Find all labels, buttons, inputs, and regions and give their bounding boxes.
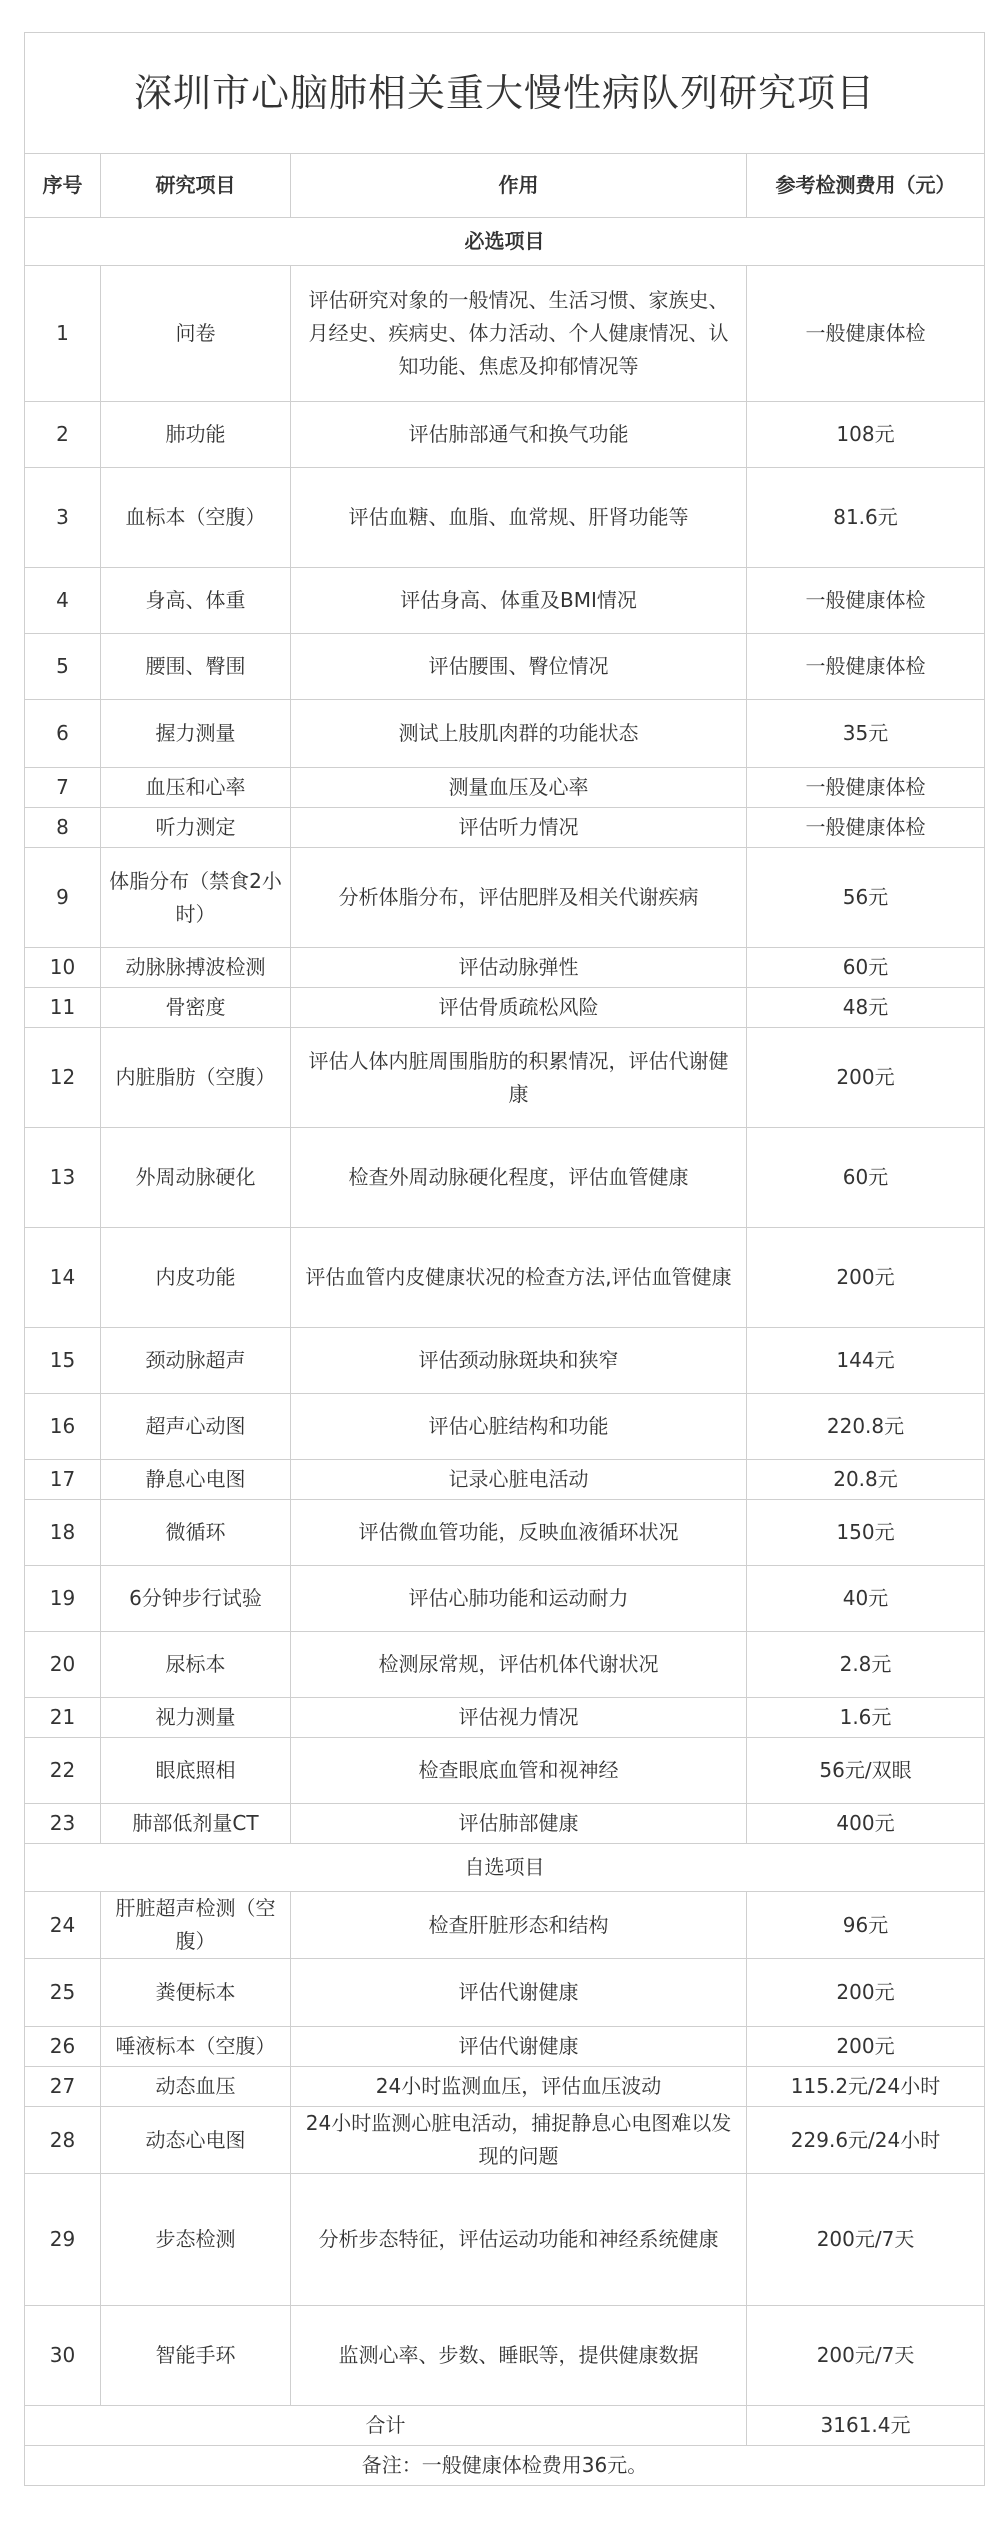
row-item: 智能手环: [101, 2306, 291, 2406]
header-item: 研究项目: [101, 154, 291, 218]
row-fee: 40元: [747, 1566, 985, 1632]
row-number: 6: [25, 700, 101, 768]
header-no: 序号: [25, 154, 101, 218]
row-number: 24: [25, 1892, 101, 1959]
row-purpose: 评估微血管功能，反映血液循环状况: [291, 1500, 747, 1566]
total-value: 3161.4元: [747, 2406, 985, 2446]
row-number: 28: [25, 2107, 101, 2174]
row-purpose: 评估代谢健康: [291, 1959, 747, 2027]
row-purpose: 检查眼底血管和视神经: [291, 1738, 747, 1804]
row-purpose: 评估研究对象的一般情况、生活习惯、家族史、月经史、疾病史、体力活动、个人健康情况、认知功能、焦虑及抑郁情况等: [291, 266, 747, 402]
research-project-sheet: [24, 32, 984, 2486]
row-number: 22: [25, 1738, 101, 1804]
row-number: 12: [25, 1028, 101, 1128]
table-row: [25, 1959, 985, 2027]
row-item: 尿标本: [101, 1632, 291, 1698]
row-item: 腰围、臀围: [101, 634, 291, 700]
table-row: [25, 1892, 985, 1959]
row-fee: 220.8元: [747, 1394, 985, 1460]
table-row: [25, 1394, 985, 1460]
table-row: [25, 1460, 985, 1500]
row-number: 17: [25, 1460, 101, 1500]
row-number: 16: [25, 1394, 101, 1460]
row-fee: 108元: [747, 402, 985, 468]
row-purpose: 评估人体内脏周围脂肪的积累情况，评估代谢健康: [291, 1028, 747, 1128]
row-purpose: 监测心率、步数、睡眠等，提供健康数据: [291, 2306, 747, 2406]
section-label: 自选项目: [25, 1844, 985, 1892]
row-number: 25: [25, 1959, 101, 2027]
row-item: 粪便标本: [101, 1959, 291, 2027]
row-purpose: 评估骨质疏松风险: [291, 988, 747, 1028]
row-number: 21: [25, 1698, 101, 1738]
table-row: [25, 768, 985, 808]
row-fee: 2.8元: [747, 1632, 985, 1698]
header-row: [25, 154, 985, 218]
row-item: 内皮功能: [101, 1228, 291, 1328]
header-purpose: 作用: [291, 154, 747, 218]
row-purpose: 评估肺部通气和换气功能: [291, 402, 747, 468]
row-fee: 115.2元/24小时: [747, 2067, 985, 2107]
row-item: 视力测量: [101, 1698, 291, 1738]
row-item: 肺部低剂量CT: [101, 1804, 291, 1844]
table-row: [25, 1738, 985, 1804]
row-number: 15: [25, 1328, 101, 1394]
row-item: 微循环: [101, 1500, 291, 1566]
row-item: 动脉脉搏波检测: [101, 948, 291, 988]
row-purpose: 分析步态特征，评估运动功能和神经系统健康: [291, 2174, 747, 2306]
table-row: [25, 700, 985, 768]
table-row: [25, 1566, 985, 1632]
row-purpose: 评估身高、体重及BMI情况: [291, 568, 747, 634]
row-number: 11: [25, 988, 101, 1028]
table-row: [25, 948, 985, 988]
row-number: 7: [25, 768, 101, 808]
row-fee: 200元: [747, 1959, 985, 2027]
row-purpose: 评估动脉弹性: [291, 948, 747, 988]
section-row: [25, 218, 985, 266]
row-number: 27: [25, 2067, 101, 2107]
row-fee: 200元: [747, 2027, 985, 2067]
row-item: 颈动脉超声: [101, 1328, 291, 1394]
total-row: [25, 2406, 985, 2446]
row-purpose: 评估颈动脉斑块和狭窄: [291, 1328, 747, 1394]
row-number: 1: [25, 266, 101, 402]
row-item: 问卷: [101, 266, 291, 402]
table-row: [25, 2067, 985, 2107]
row-fee: 81.6元: [747, 468, 985, 568]
row-purpose: 分析体脂分布，评估肥胖及相关代谢疾病: [291, 848, 747, 948]
note-text: 备注：一般健康体检费用36元。: [25, 2446, 985, 2486]
row-fee: 56元: [747, 848, 985, 948]
row-purpose: 评估代谢健康: [291, 2027, 747, 2067]
table-row: [25, 1028, 985, 1128]
row-number: 13: [25, 1128, 101, 1228]
row-purpose: 记录心脏电活动: [291, 1460, 747, 1500]
row-purpose: 检查肝脏形态和结构: [291, 1892, 747, 1959]
table-row: [25, 1228, 985, 1328]
table-row: [25, 402, 985, 468]
row-purpose: 检查外周动脉硬化程度，评估血管健康: [291, 1128, 747, 1228]
row-purpose: 测试上肢肌肉群的功能状态: [291, 700, 747, 768]
row-fee: 144元: [747, 1328, 985, 1394]
row-item: 步态检测: [101, 2174, 291, 2306]
row-number: 10: [25, 948, 101, 988]
table-row: [25, 1128, 985, 1228]
row-purpose: 评估血管内皮健康状况的检查方法,评估血管健康: [291, 1228, 747, 1328]
row-purpose: 评估腰围、臀位情况: [291, 634, 747, 700]
row-item: 超声心动图: [101, 1394, 291, 1460]
row-fee: 56元/双眼: [747, 1738, 985, 1804]
row-item: 骨密度: [101, 988, 291, 1028]
row-fee: 35元: [747, 700, 985, 768]
row-purpose: 24小时监测血压，评估血压波动: [291, 2067, 747, 2107]
section-row: [25, 1844, 985, 1892]
row-number: 23: [25, 1804, 101, 1844]
row-number: 29: [25, 2174, 101, 2306]
row-number: 8: [25, 808, 101, 848]
row-fee: 48元: [747, 988, 985, 1028]
row-number: 19: [25, 1566, 101, 1632]
row-fee: 60元: [747, 948, 985, 988]
row-purpose: 评估心肺功能和运动耐力: [291, 1566, 747, 1632]
row-item: 眼底照相: [101, 1738, 291, 1804]
row-fee: 1.6元: [747, 1698, 985, 1738]
table-row: [25, 2174, 985, 2306]
table-row: [25, 2107, 985, 2174]
row-item: 身高、体重: [101, 568, 291, 634]
row-number: 4: [25, 568, 101, 634]
row-item: 肝脏超声检测（空腹）: [101, 1892, 291, 1959]
table-row: [25, 468, 985, 568]
row-item: 内脏脂肪（空腹）: [101, 1028, 291, 1128]
row-fee: 150元: [747, 1500, 985, 1566]
row-fee: 一般健康体检: [747, 634, 985, 700]
row-purpose: 评估听力情况: [291, 808, 747, 848]
row-item: 体脂分布（禁食2小时）: [101, 848, 291, 948]
row-purpose: 评估视力情况: [291, 1698, 747, 1738]
row-item: 动态心电图: [101, 2107, 291, 2174]
table-row: [25, 1804, 985, 1844]
row-fee: 200元/7天: [747, 2174, 985, 2306]
row-fee: 96元: [747, 1892, 985, 1959]
table-title: 深圳市心脑肺相关重大慢性病队列研究项目: [25, 33, 985, 154]
section-label: 必选项目: [25, 218, 985, 266]
table-row: [25, 1698, 985, 1738]
table-row: [25, 848, 985, 948]
row-fee: 一般健康体检: [747, 808, 985, 848]
row-item: 血压和心率: [101, 768, 291, 808]
row-purpose: 评估血糖、血脂、血常规、肝肾功能等: [291, 468, 747, 568]
row-fee: 一般健康体检: [747, 768, 985, 808]
table-row: [25, 266, 985, 402]
row-number: 14: [25, 1228, 101, 1328]
row-fee: 200元: [747, 1028, 985, 1128]
title-row: [25, 33, 985, 154]
row-fee: 一般健康体检: [747, 266, 985, 402]
row-fee: 400元: [747, 1804, 985, 1844]
project-table: [24, 32, 985, 2486]
note-row: [25, 2446, 985, 2486]
row-item: 唾液标本（空腹）: [101, 2027, 291, 2067]
row-purpose: 测量血压及心率: [291, 768, 747, 808]
header-fee: 参考检测费用（元）: [747, 154, 985, 218]
row-number: 20: [25, 1632, 101, 1698]
row-item: 听力测定: [101, 808, 291, 848]
table-row: [25, 2027, 985, 2067]
table-row: [25, 568, 985, 634]
row-number: 9: [25, 848, 101, 948]
row-number: 5: [25, 634, 101, 700]
table-row: [25, 1632, 985, 1698]
total-label: 合计: [25, 2406, 747, 2446]
table-row: [25, 634, 985, 700]
table-row: [25, 1328, 985, 1394]
row-fee: 一般健康体检: [747, 568, 985, 634]
row-number: 2: [25, 402, 101, 468]
table-row: [25, 988, 985, 1028]
table-row: [25, 1500, 985, 1566]
row-purpose: 24小时监测心脏电活动，捕捉静息心电图难以发现的问题: [291, 2107, 747, 2174]
row-purpose: 评估心脏结构和功能: [291, 1394, 747, 1460]
row-fee: 200元: [747, 1228, 985, 1328]
row-number: 3: [25, 468, 101, 568]
row-number: 18: [25, 1500, 101, 1566]
row-fee: 200元/7天: [747, 2306, 985, 2406]
row-item: 握力测量: [101, 700, 291, 768]
row-item: 静息心电图: [101, 1460, 291, 1500]
row-purpose: 检测尿常规，评估机体代谢状况: [291, 1632, 747, 1698]
row-fee: 229.6元/24小时: [747, 2107, 985, 2174]
row-item: 肺功能: [101, 402, 291, 468]
row-item: 6分钟步行试验: [101, 1566, 291, 1632]
row-item: 外周动脉硬化: [101, 1128, 291, 1228]
table-row: [25, 808, 985, 848]
row-fee: 20.8元: [747, 1460, 985, 1500]
row-item: 动态血压: [101, 2067, 291, 2107]
table-row: [25, 2306, 985, 2406]
row-item: 血标本（空腹）: [101, 468, 291, 568]
row-number: 26: [25, 2027, 101, 2067]
row-number: 30: [25, 2306, 101, 2406]
row-purpose: 评估肺部健康: [291, 1804, 747, 1844]
row-fee: 60元: [747, 1128, 985, 1228]
